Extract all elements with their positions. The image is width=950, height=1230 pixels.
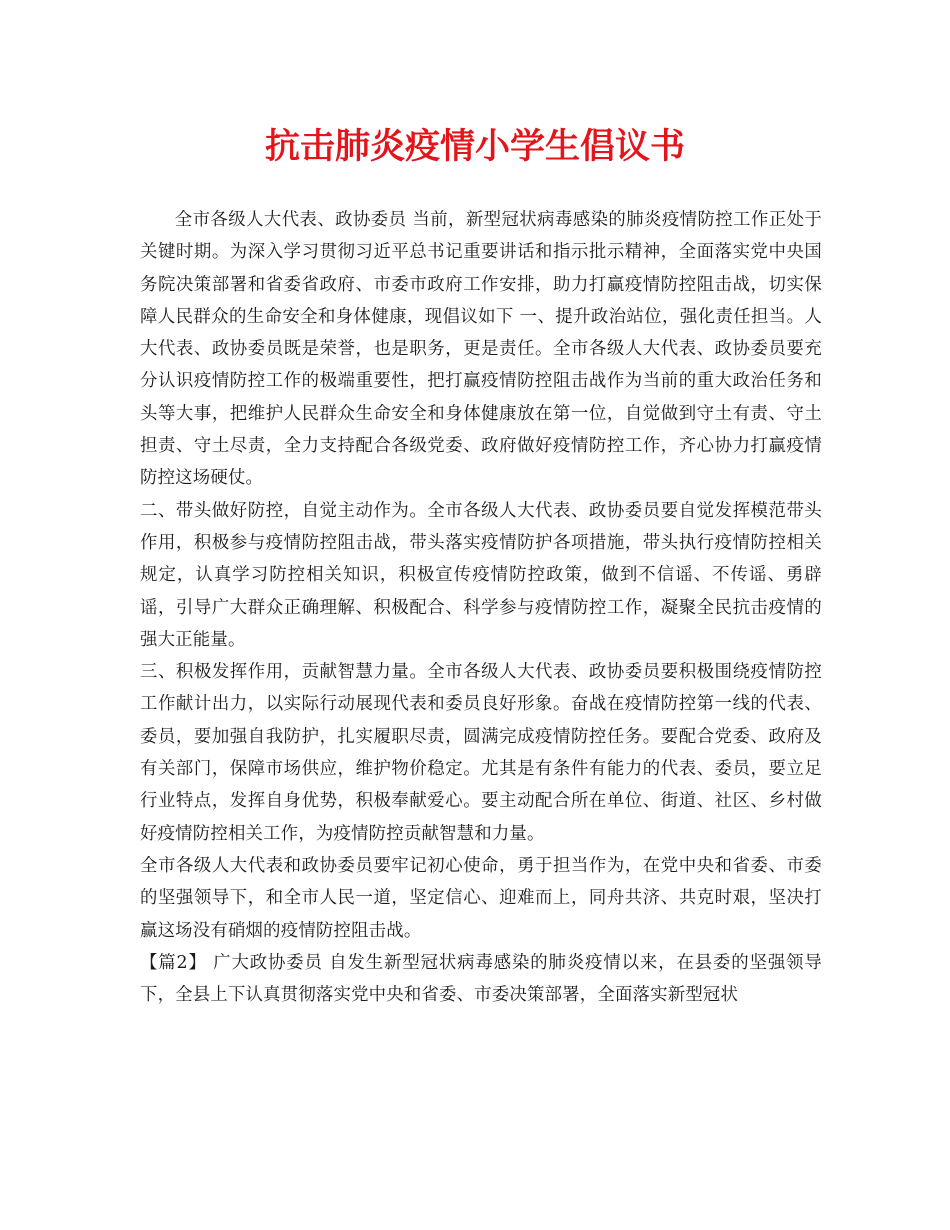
paragraph-section-2: 二、带头做好防控，自觉主动作为。全市各级人大代表、政协委员要自觉发挥模范带头作用，积极参与疫情防控阻击战，带头落实疫情防护各项措施，带头执行疫情防控相关规定，认真学习防控相关知识，积极宣传疫情防控政策，做到不信谣、不传谣、勇辟谣，引导广大群众正确理解、积极配合、科学参与疫情防控工作，凝聚全民抗击疫情的强大正能量。 — [140, 500, 822, 650]
paragraph-intro: 全市各级人大代表、政协委员 当前，新型冠状病毒感染的肺炎疫情防控工作正处于关键时期。为深入学习贯彻习近平总书记重要讲话和指示批示精神，全面落实党中央国务院决策部署和省委省政府、市委市政府工作安排，助力打赢疫情防控阻击战，切实保障人民群众的生命安全和身体健康，现倡议如下 一、提升政治站位，强化责任担当。人大代表、政协委员既是荣誉，也是职务，更是责任。全市各级人大代表、政协委员要充分认识疫情防控工作的极端重要性，把打赢疫情防控阻击战作为当前的重大政治任务和头等大事，把维护人民群众生命安全和身体健康放在第一位，自觉做到守土有责、守土担责、守土尽责，全力支持配合各级党委、政府做好疫情防控工作，齐心协力打赢疫情防控这场硬仗。 — [140, 210, 822, 489]
paragraph-article-2: 【篇2】 广大政协委员 自发生新型冠状病毒感染的肺炎疫情以来，在县委的坚强领导下，全县上下认真贯彻落实党中央和省委、市委决策部署，全面落实新型冠状 — [140, 952, 822, 1006]
document-body — [140, 204, 822, 1011]
document-title: 抗击肺炎疫情小学生倡议书 — [264, 126, 685, 167]
paragraph-section-3: 三、积极发挥作用，贡献智慧力量。全市各级人大代表、政协委员要积极围绕疫情防控工作献计出力，以实际行动展现代表和委员良好形象。奋战在疫情防控第一线的代表、委员，要加强自我防护，扎实履职尽责，圆满完成疫情防控任务。要配合党委、政府及有关部门，保障市场供应，维护物价稳定。尤其是有条件有能力的代表、委员，要立足行业特点，发挥自身优势，积极奉献爱心。要主动配合所在单位、街道、社区、乡村做好疫情防控相关工作，为疫情防控贡献智慧和力量。 — [140, 662, 822, 844]
paragraph-conclusion: 全市各级人大代表和政协委员要牢记初心使命，勇于担当作为，在党中央和省委、市委的坚强领导下，和全市人民一道，坚定信心、迎难而上，同舟共济、共克时艰，坚决打赢这场没有硝烟的疫情防控阻击战。 — [140, 855, 822, 941]
